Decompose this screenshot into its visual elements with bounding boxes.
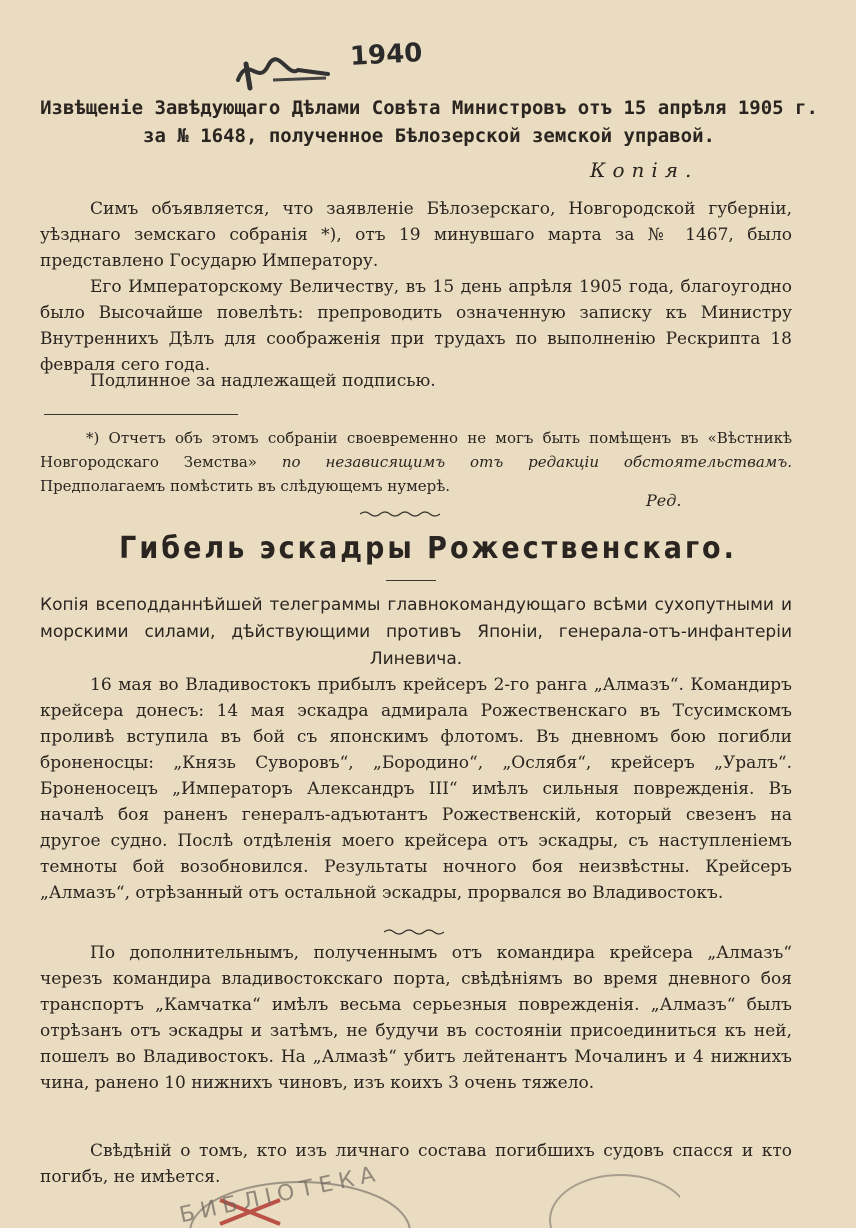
archive-number: 1940 <box>349 38 424 72</box>
header-line-1: Извѣщеніе Завѣдующаго Дѣлами Совѣта Министровъ отъ 15 апрѣля 1905 г. <box>40 97 818 119</box>
title-divider <box>386 580 436 581</box>
article-paragraph-1: 16 мая во Владивостокъ прибылъ крейсеръ 2-го ранга „Алмазъ“. Командиръ крейсера донесъ: 14 мая эскадра адмирала Рожественскаго въ Тсусимскомъ проливѣ вступила въ бой съ японскимъ флотомъ. Въ дневномъ бою погибли броненосцы: „Князь Суворовъ“, „Бородино“, „Ослябя“, крейсеръ „Уралъ“. Броненосецъ „Императоръ Александръ III“ имѣлъ сильныя поврежденія. Въ началѣ боя раненъ генералъ-адъютантъ Рожественскій, который свезенъ на другое судно. Послѣ отдѣленія моего крейсера отъ эскадры, съ наступленіемъ темноты бой возобновился. Результаты ночного боя неизвѣстны. Крейсеръ „Алмазъ“, отрѣзанный отъ остальной эскадры, прорвался во Владивостокъ. <box>40 675 792 903</box>
svg-text:БИБЛІОТЕКА: БИБЛІОТЕКА <box>177 1161 384 1228</box>
ink-scribble-mark <box>228 44 338 94</box>
wavy-divider <box>360 510 440 518</box>
body-paragraph-2: Его Императорскому Величеству, въ 15 день апрѣля 1905 года, благоугодно было Высочайше повелѣть: препроводить означенную записку къ Министру Внутреннихъ Дѣлъ для соображенія при трудахъ по выполненію Рескрипта 18 февраля сего года. <box>40 277 792 375</box>
body-paragraph-1: Симъ объявляется, что заявленіе Бѣлозерскаго, Новгородской губерніи, уѣзднаго земскаго собранія *), отъ 19 минувшаго марта за № 1467, было представлено Государю Императору. <box>40 199 792 271</box>
editor-signature: Ред. <box>646 491 682 510</box>
article-subtitle: Копія всеподданнѣйшей телеграммы главнокомандующаго всѣми сухопутными и морскими силами, дѣйствующими противъ Японіи, генерала-отъ-инфантеріи Линевича. <box>40 595 792 669</box>
document-header <box>34 94 824 150</box>
copy-label: Копія. <box>590 158 699 182</box>
header-line-2: за № 1648, полученное Бѣлозерской земской управой. <box>143 125 715 147</box>
article-paragraph-2: По дополнительнымъ, полученнымъ отъ командира крейсера „Алмазъ“ черезъ командира владивостокскаго порта, свѣдѣніямъ во время дневного боя транспортъ „Камчатка“ имѣлъ весьма серьезныя поврежденія. „Алмазъ“ былъ отрѣзанъ отъ эскадры и затѣмъ, не будучи въ состояніи присоединиться къ ней, пошелъ во Владивостокъ. На „Алмазѣ“ убитъ лейтенантъ Мочалинъ и 4 нижнихъ чина, ранено 10 нижнихъ чиновъ, изъ коихъ 3 очень тяжело. <box>40 943 792 1093</box>
wavy-divider-2 <box>384 928 444 936</box>
body-paragraph-3: Подлинное за надлежащей подписью. <box>90 371 436 391</box>
footnote <box>40 426 792 498</box>
footnote-divider <box>44 414 238 415</box>
footnote-text-end: Предполагаемъ помѣстить въ слѣдующемъ нумерѣ. <box>40 477 451 495</box>
footnote-text: *) Отчетъ объ этомъ собраніи своевременно не могъ быть помѣщенъ въ «Вѣстникѣ Новгородскаго Земства» <box>40 429 792 471</box>
footnote-italic-text: по независящимъ отъ редакціи обстоятельствамъ. <box>281 453 792 471</box>
article-title: Гибель эскадры Рожественскаго. <box>119 531 737 566</box>
article-paragraph-3: Свѣдѣній о томъ, кто изъ личнаго состава погибшихъ судовъ спасся и кто погибъ, не имѣется. <box>40 1141 792 1187</box>
library-stamp <box>120 1140 680 1228</box>
